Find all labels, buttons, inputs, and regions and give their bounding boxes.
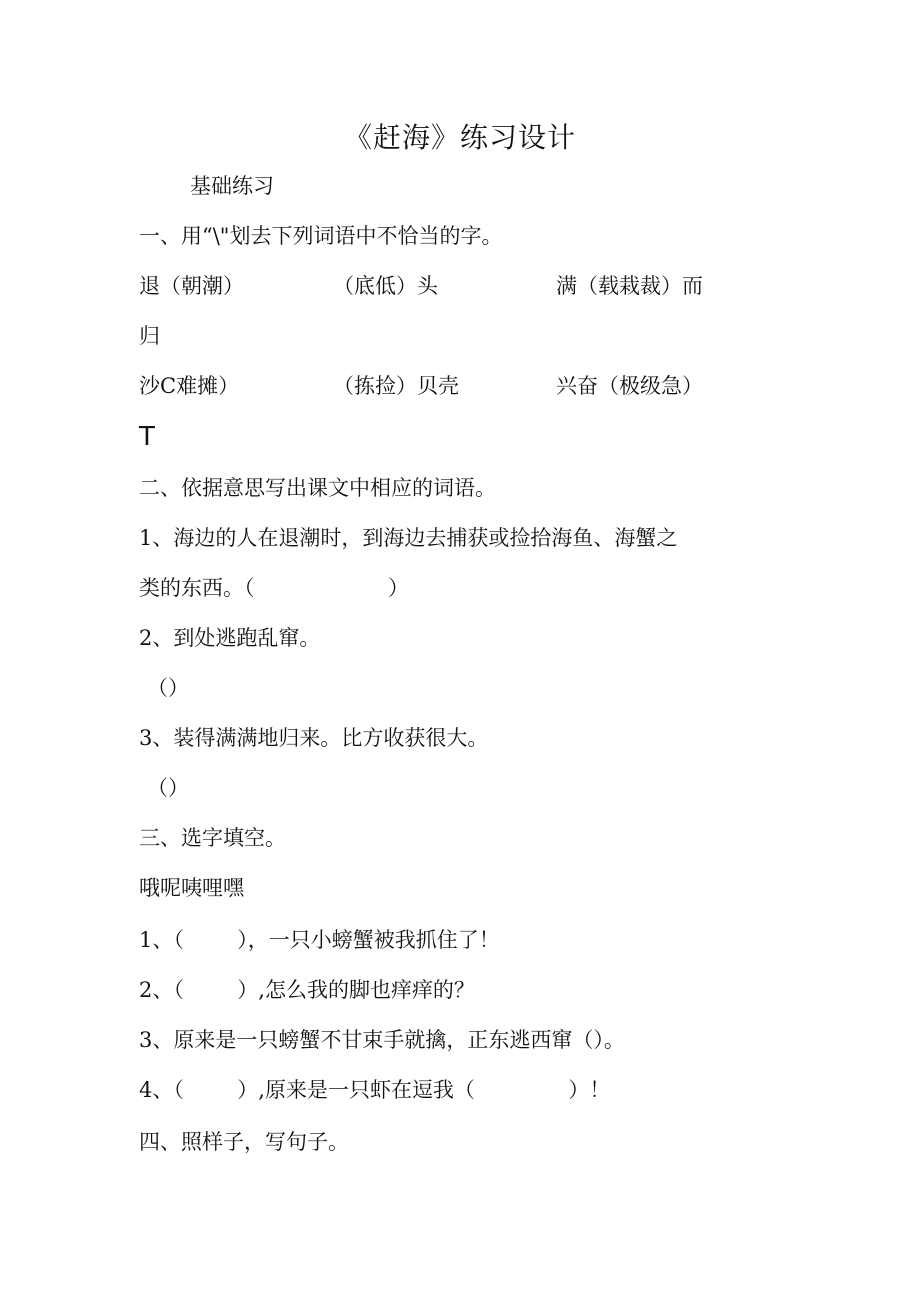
section1-row2-item3: 兴奋（极级急） (556, 374, 703, 398)
section3-item-1: 1、（ ），一只小螃蟹被我抓住了！ (139, 928, 500, 952)
section3-heading: 三、选字填空。 (139, 826, 286, 850)
section1-row2-wrap: T (139, 422, 155, 452)
section1-row1-item2: （底低）头 (333, 274, 438, 298)
section2-heading: 二、依据意思写出课文中相应的词语。 (139, 476, 496, 500)
section1-row1-item1: 退（朝潮） (139, 274, 244, 298)
page-title: 《赶海》练习设计 (343, 121, 576, 154)
subtitle: 基础练习 (190, 174, 274, 198)
section3-item-2: 2、（ ）,怎么我的脚也痒痒的？ (139, 978, 475, 1002)
section1-row1-wrap: 归 (139, 324, 160, 348)
section2-q1-line1: 1、海边的人在退潮时，到海边去捕获或捡拾海鱼、海蟹之 (139, 526, 678, 550)
section1-row2-item2: （拣捡）贝壳 (333, 374, 459, 398)
section2-q3-blank: （） (147, 776, 189, 800)
section1-row2-item1: 沙C难摊） (139, 374, 240, 398)
section4-heading: 四、照样子，写句子。 (139, 1130, 349, 1154)
section1-row1-item3: 满（载栽裁）而 (556, 274, 703, 298)
section2-q2-blank: （） (147, 676, 189, 700)
section2-q3: 3、装得满满地归来。比方收获很大。 (139, 726, 489, 750)
section1-heading: 一、用“\"划去下列词语中不恰当的字。 (139, 224, 503, 248)
section3-choices: 哦呢咦哩嘿 (139, 876, 244, 900)
section2-q2: 2、到处逃跑乱窜。 (139, 626, 321, 650)
section3-item-3: 3、原来是一只螃蟹不甘束手就擒，正东逃西窜（）。 (139, 1028, 625, 1052)
section2-q1-line2: 类的东西。（ ） (139, 576, 410, 600)
section3-item-4: 4、（ ）,原来是一只虾在逗我（ ）！ (139, 1078, 611, 1102)
